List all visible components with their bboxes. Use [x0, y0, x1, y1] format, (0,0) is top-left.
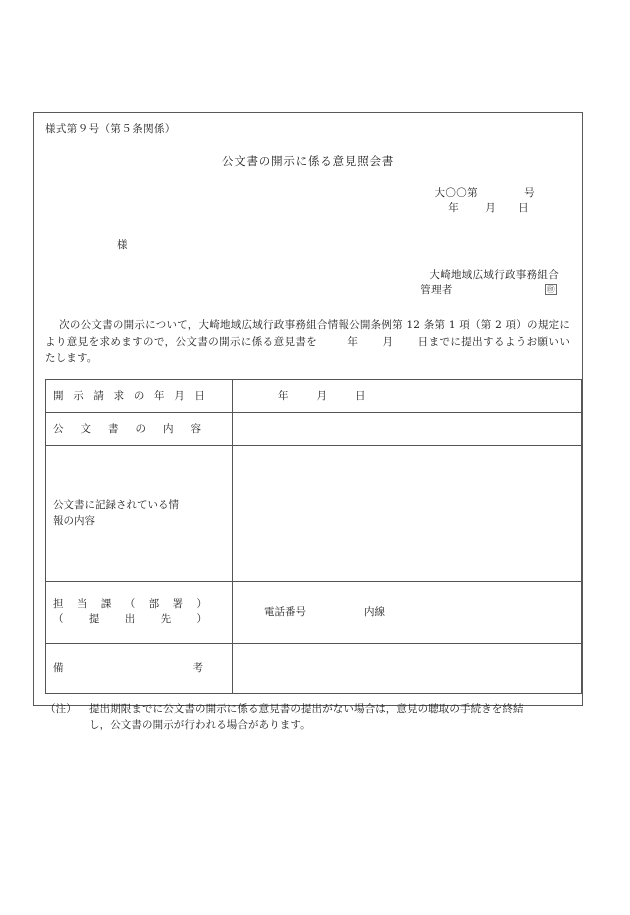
char: 日 [194, 389, 205, 402]
document-number-block [45, 186, 571, 216]
form-number: 様式第９号（第５条関係） [45, 123, 176, 135]
value-remarks[interactable] [233, 643, 582, 693]
addressee-line [45, 238, 571, 253]
char: 書 [108, 422, 119, 435]
char: 求 [113, 389, 125, 402]
addressee-honorific: 様 [117, 239, 128, 251]
document-number-suffix: 号 [524, 187, 535, 199]
issuer-block [45, 268, 571, 298]
value-department-contact[interactable] [233, 581, 582, 643]
label-recorded-info-text [53, 497, 225, 529]
label-remarks-chars [53, 660, 203, 676]
char: 当 [76, 597, 88, 610]
extension-label: 内線 [364, 606, 385, 618]
body-line-2b: 日までに提出するようお願 [417, 335, 549, 348]
char: （ [124, 597, 136, 610]
seal-icon: ㊞ [546, 285, 555, 294]
char: 開 [53, 389, 64, 402]
char: 出 [124, 613, 136, 625]
request-date-month: 月 [316, 389, 327, 402]
char: 署 [172, 597, 184, 610]
char: 公 [53, 422, 64, 435]
footnote-mark: （注） [45, 702, 77, 715]
value-recorded-info[interactable] [233, 445, 582, 581]
label-document-content-chars [53, 421, 201, 437]
value-request-date[interactable] [233, 379, 582, 412]
char: 示 [73, 389, 84, 402]
body-deadline-month: 月 [382, 335, 394, 348]
date-month-label: 月 [485, 202, 497, 214]
request-date-year: 年 [278, 389, 289, 402]
char: 部 [148, 597, 160, 610]
footnote-line-1: 提出期限までに公文書の開示に係る意見書の提出がない場合は，意見の聴取の手続きを終結 [89, 702, 524, 715]
request-date-day: 日 [355, 389, 366, 402]
body-deadline-year: 年 [347, 335, 359, 348]
footnote-line-2: し，公文書の開示が行われる場合があります。 [89, 719, 311, 731]
footnote [45, 701, 571, 734]
table-row-department [46, 581, 582, 643]
char: ） [196, 597, 207, 610]
char: 年 [154, 389, 165, 402]
document-number-prefix: 大〇〇第 [434, 187, 479, 199]
char: 先 [160, 613, 172, 625]
request-detail-table [45, 379, 582, 694]
char: ） [196, 613, 207, 625]
char: 備 [53, 662, 64, 674]
body-line-3: いいたします。 [45, 335, 570, 364]
label-department-line1 [53, 597, 207, 613]
table-row-request-date [46, 379, 582, 412]
date-year-label: 年 [448, 202, 460, 214]
label-remarks [46, 643, 233, 693]
body-line-2a: により意見を求めますので，公文書の開示に係る意見書を [45, 319, 570, 348]
label-department-line2 [53, 612, 207, 628]
char: 請 [93, 389, 104, 402]
label-request-date [46, 379, 233, 412]
char: 課 [100, 597, 112, 610]
char: 内 [163, 422, 174, 435]
label-request-date-chars [53, 388, 205, 404]
document-date-line [45, 201, 535, 216]
label-line-1: 公文書に記録されている情 [53, 499, 179, 511]
document-number-line [45, 186, 535, 201]
label-department [46, 581, 233, 643]
table-row-document-content [46, 412, 582, 445]
value-document-content[interactable] [233, 412, 582, 445]
label-line-2: 報の内容 [53, 515, 95, 527]
document-content [34, 113, 582, 731]
char: 文 [80, 422, 91, 435]
char: 容 [190, 422, 201, 435]
document-title: 公文書の開示に係る意見照会書 [221, 154, 395, 168]
char: の [135, 422, 146, 435]
issuer-organization: 大崎地域広域行政事務組合 [429, 269, 559, 281]
label-recorded-info [46, 445, 233, 581]
char: 担 [53, 597, 64, 610]
table-row-recorded-info [46, 445, 582, 581]
char: の [133, 389, 145, 402]
issuer-title-line [45, 283, 559, 298]
table-row-remarks [46, 643, 582, 693]
date-day-label: 日 [518, 202, 529, 214]
footnote-text [89, 701, 571, 734]
body-paragraph [45, 317, 571, 367]
char: 考 [192, 662, 203, 674]
issuer-title: 管理者 [420, 284, 453, 296]
char: 月 [174, 389, 185, 402]
document-page-frame [33, 112, 583, 731]
contact-line [240, 604, 574, 620]
phone-label: 電話番号 [264, 606, 306, 618]
char: 提 [88, 613, 100, 625]
label-department-text [53, 597, 225, 628]
label-document-content [46, 412, 233, 445]
char: （ [53, 613, 64, 625]
body-line-1: 次の公文書の開示について，大崎地域広域行政事務組合情報公開条例第 12 条第 1 項（第 2 項）の規定 [59, 319, 560, 331]
